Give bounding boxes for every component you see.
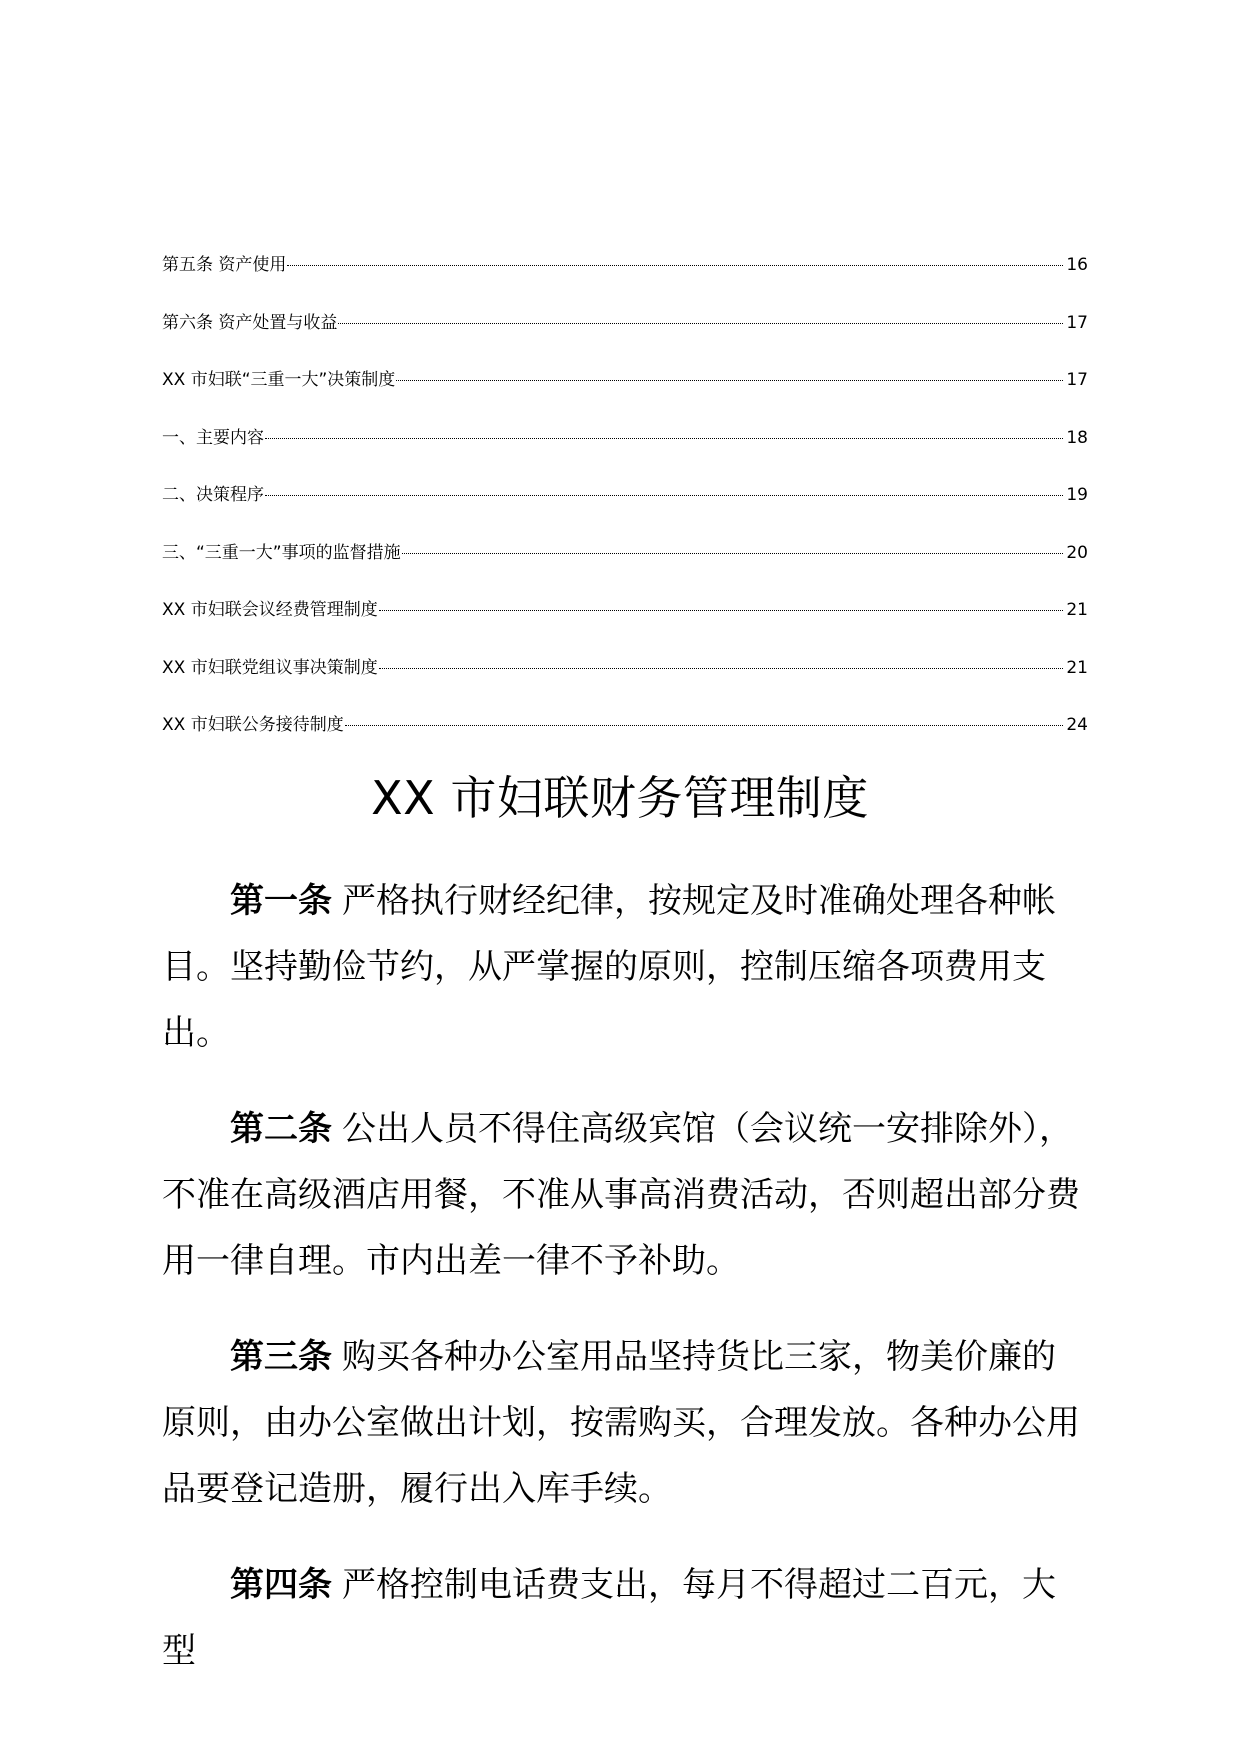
article-label: 第二条 bbox=[230, 1109, 332, 1149]
toc-dot-leader bbox=[379, 668, 1064, 669]
toc-dot-leader bbox=[402, 553, 1064, 554]
article-text: 购买各种办公室用品坚持货比三家，物美价廉的原则，由办公室做出计划，按需购买，合理发放。各种办公用品要登记造册，履行出入库手续。 bbox=[162, 1337, 1080, 1509]
toc-entry[interactable] bbox=[162, 653, 1088, 711]
toc-dot-leader bbox=[345, 725, 1064, 726]
toc-entry-title: 三、“三重一大”事项的监督措施 bbox=[162, 542, 401, 563]
article-label: 第一条 bbox=[230, 881, 332, 921]
article-paragraph bbox=[162, 1552, 1088, 1684]
article-text: 严格执行财经纪律，按规定及时准确处理各种帐目。坚持勤俭节约，从严掌握的原则，控制压缩各项费用支出。 bbox=[162, 881, 1056, 1053]
toc-entry[interactable] bbox=[162, 710, 1088, 768]
toc-dot-leader bbox=[265, 438, 1063, 439]
article-paragraph bbox=[162, 1096, 1088, 1294]
article-text: 严格控制电话费支出，每月不得超过二百元，大型 bbox=[162, 1565, 1056, 1671]
document-body bbox=[162, 868, 1088, 1714]
article-paragraph bbox=[162, 1324, 1088, 1522]
article-label: 第三条 bbox=[230, 1337, 332, 1377]
toc-dot-leader bbox=[338, 323, 1063, 324]
toc-dot-leader bbox=[379, 610, 1064, 611]
table-of-contents bbox=[162, 250, 1088, 768]
toc-entry-title: 第六条 资产处置与收益 bbox=[162, 312, 338, 333]
toc-entry-title: XX 市妇联会议经费管理制度 bbox=[162, 600, 378, 620]
document-title: XX 市妇联财务管理制度 bbox=[371, 771, 869, 825]
toc-entry-page: 17 bbox=[1066, 370, 1088, 390]
toc-entry-title: 一、主要内容 bbox=[162, 427, 264, 448]
article-paragraph bbox=[162, 868, 1088, 1066]
toc-entry-page: 17 bbox=[1066, 312, 1088, 333]
toc-entry[interactable] bbox=[162, 480, 1088, 538]
toc-entry[interactable] bbox=[162, 595, 1088, 653]
toc-entry[interactable] bbox=[162, 308, 1088, 366]
toc-entry-title: XX 市妇联党组议事决策制度 bbox=[162, 657, 378, 678]
toc-entry-page: 16 bbox=[1066, 255, 1088, 275]
toc-entry[interactable] bbox=[162, 365, 1088, 423]
toc-entry[interactable] bbox=[162, 423, 1088, 481]
toc-entry[interactable] bbox=[162, 538, 1088, 596]
toc-dot-leader bbox=[287, 265, 1063, 266]
toc-entry-title: 第五条 资产使用 bbox=[162, 255, 287, 275]
toc-entry[interactable] bbox=[162, 250, 1088, 308]
toc-entry-page: 20 bbox=[1066, 542, 1088, 563]
article-label: 第四条 bbox=[230, 1565, 332, 1605]
toc-entry-page: 18 bbox=[1066, 427, 1088, 448]
toc-dot-leader bbox=[396, 380, 1063, 381]
toc-entry-page: 21 bbox=[1066, 657, 1088, 678]
toc-entry-title: 二、决策程序 bbox=[162, 485, 264, 505]
toc-dot-leader bbox=[265, 495, 1063, 496]
toc-entry-page: 21 bbox=[1066, 600, 1088, 620]
toc-entry-title: XX 市妇联公务接待制度 bbox=[162, 715, 344, 735]
article-text: 公出人员不得住高级宾馆（会议统一安排除外），不准在高级酒店用餐，不准从事高消费活动，否则超出部分费用一律自理。市内出差一律不予补助。 bbox=[162, 1109, 1080, 1281]
toc-entry-title: XX 市妇联“三重一大”决策制度 bbox=[162, 370, 396, 390]
toc-entry-page: 19 bbox=[1066, 485, 1088, 505]
toc-entry-page: 24 bbox=[1066, 715, 1088, 735]
